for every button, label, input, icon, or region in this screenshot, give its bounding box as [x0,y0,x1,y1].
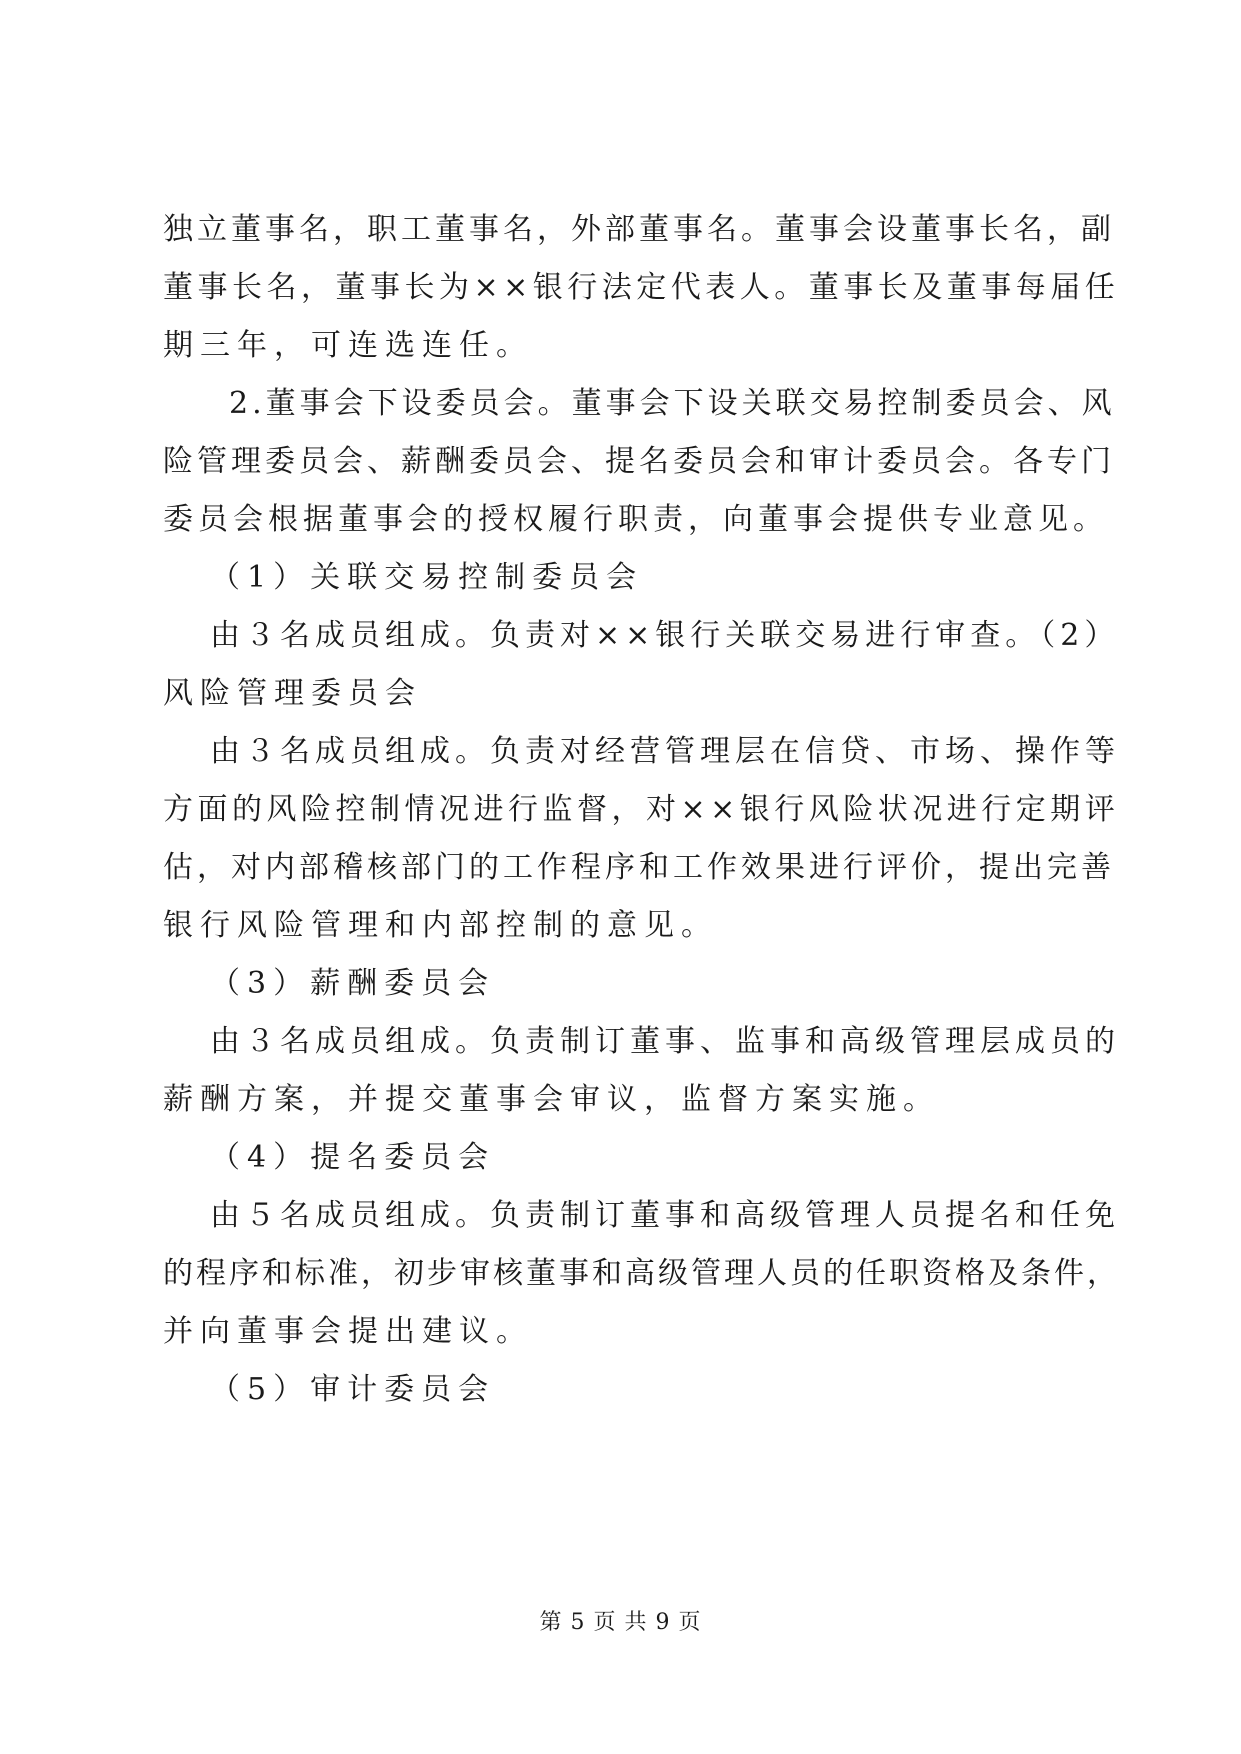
section-heading: （5）审计委员会 [210,1372,496,1407]
text-line: 银行风险管理和内部控制的意见。 [163,908,718,943]
text-line: 险管理委员会、薪酬委员会、提名委员会和审计委员会。各专门 [163,444,1115,479]
text-line: 的程序和标准，初步审核董事和高级管理人员的任职资格及条件， [163,1256,1120,1291]
text-line: 由３名成员组成。负责制订董事、监事和高级管理层成员的 [210,1024,1120,1059]
text-line: 并向董事会提出建议。 [163,1314,533,1349]
text-line: 薪酬方案，并提交董事会审议，监督方案实施。 [163,1082,940,1117]
text-line: 董事长名，董事长为××银行法定代表人。董事长及董事每届任 [163,270,1120,305]
text-line: 期三年，可连选连任。 [163,328,533,363]
section-heading: （4）提名委员会 [210,1140,496,1175]
text-line: 由５名成员组成。负责制订董事和高级管理人员提名和任免 [210,1198,1120,1233]
text-line: 由３名成员组成。负责对××银行关联交易进行审查。（2） [210,618,1120,653]
text-line: 由３名成员组成。负责对经营管理层在信贷、市场、操作等 [210,734,1120,769]
section-heading: （1）关联交易控制委员会 [210,560,644,595]
text-line: 估，对内部稽核部门的工作程序和工作效果进行评价，提出完善 [163,850,1115,885]
page-number-footer: 第 5 页 共 9 页 [539,1610,702,1635]
text-line: 独立董事名，职工董事名，外部董事名。董事会设董事长名，副 [163,212,1115,247]
text-line: 2.董事会下设委员会。董事会下设关联交易控制委员会、风 [229,386,1116,421]
section-heading: （3）薪酬委员会 [210,966,496,1001]
text-line: 风险管理委员会 [163,676,422,711]
text-line: 方面的风险控制情况进行监督，对××银行风险状况进行定期评 [163,792,1120,827]
text-line: 委员会根据董事会的授权履行职责，向董事会提供专业意见。 [163,502,1108,537]
